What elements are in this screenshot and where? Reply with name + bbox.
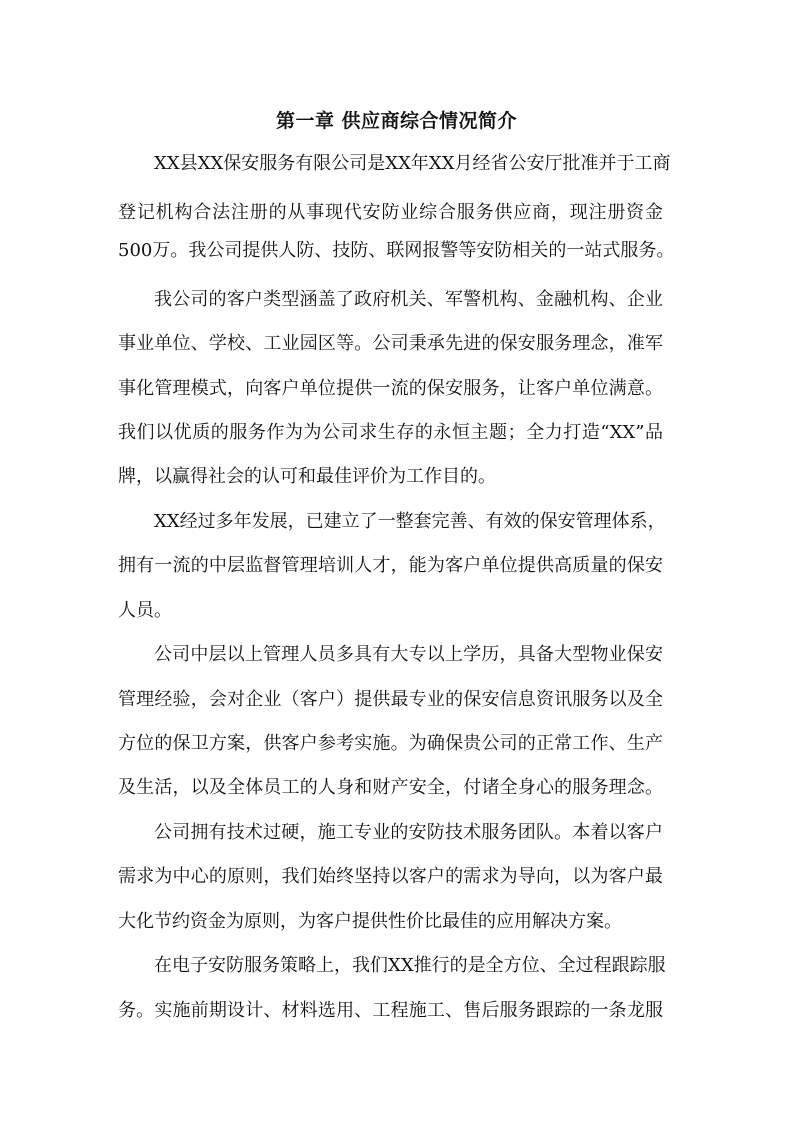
paragraph-line: 务。实施前期设计、材料选用、工程施工、售后服务跟踪的一条龙服 [118,1000,663,1021]
paragraph-line: 牌，以赢得社会的认可和最佳评价为工作目的。 [118,466,496,487]
paragraph-line: 公司拥有技术过硬，施工专业的安防技术服务团队。本着以客户 [154,822,663,843]
paragraph-line: 及生活，以及全体员工的人身和财产安全，付诸全身心的服务理念。 [118,777,663,798]
paragraph-line: 登记机构合法注册的从事现代安防业综合服务供应商，现注册资金 [118,202,663,223]
paragraph-line: 方位的保卫方案，供客户参考实施。为确保贵公司的正常工作、生产 [118,733,663,754]
paragraph-line: 拥有一流的中层监督管理培训人才，能为客户单位提供高质量的保安 [118,555,663,576]
paragraph-line: 事业单位、学校、工业园区等。公司秉承先进的保安服务理念，准军 [118,333,663,354]
paragraph-line: 人员。 [118,600,172,621]
paragraph-line: 我们以优质的服务作为为公司求生存的永恒主题；全力打造“XX”品 [118,422,663,443]
paragraph-line: 500万。我公司提供人防、技防、联网报警等安防相关的一站式服务。 [118,240,675,261]
paragraph-line: XX经过多年发展，已建立了一整套完善、有效的保安管理体系， [154,511,666,532]
paragraph-line: 需求为中心的原则，我们始终坚持以客户的需求为导向，以为客户最 [118,866,663,887]
paragraph-line: 我公司的客户类型涵盖了政府机关、军警机构、金融机构、企业 [154,289,663,310]
paragraph-line: 大化节约资金为原则，为客户提供性价比最佳的应用解决方案。 [118,911,622,932]
paragraph-line: 事化管理模式，向客户单位提供一流的保安服务，让客户单位满意。 [118,378,663,399]
paragraph-line: 公司中层以上管理人员多具有大专以上学历，具备大型物业保安 [154,644,663,665]
paragraph-line: 管理经验，会对企业（客户）提供最专业的保安信息资讯服务以及全 [118,689,663,710]
paragraph-line: 在电子安防服务策略上，我们XX推行的是全方位、全过程跟踪服 [154,955,666,976]
chapter-title: 第一章 供应商综合情况简介 [275,110,518,132]
paragraph-line: XX县XX保安服务有限公司是XX年XX月经省公安厅批准并于工商 [154,153,671,174]
